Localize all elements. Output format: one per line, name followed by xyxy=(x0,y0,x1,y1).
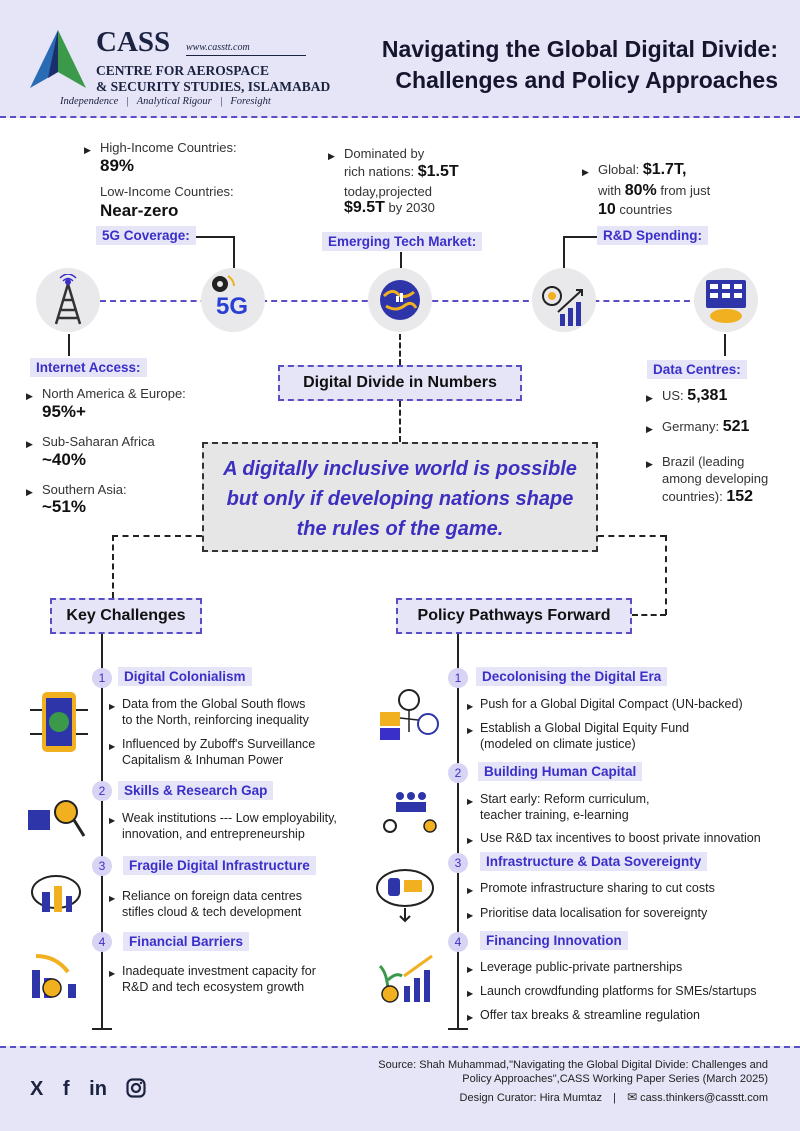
contact-email[interactable]: cass.thinkers@casstt.com xyxy=(640,1092,768,1104)
policy-4-bullet-1: ▶ Leverage public-private partnerships xyxy=(480,959,682,975)
global-network-icon xyxy=(376,684,442,746)
g5-low-income-label: Low-Income Countries: xyxy=(100,184,234,199)
internet-value-1: 95%+ xyxy=(42,402,86,421)
connector xyxy=(196,236,234,238)
dc-row-1: ▶ US: 5,381 xyxy=(662,387,727,404)
policy-number-1: 1 xyxy=(448,668,468,688)
rd-line2: with 80% from just xyxy=(598,182,711,199)
connector xyxy=(563,236,565,268)
g5-high-income-label: ▶ High-Income Countries: xyxy=(100,139,237,156)
instagram-icon[interactable] xyxy=(126,1078,146,1098)
policy-2-bullet-1: ▶ Start early: Reform curriculum, teacher training, e-learning xyxy=(480,791,649,823)
rd-line3: 10 countries xyxy=(598,201,673,218)
financial-decline-icon xyxy=(28,950,84,1002)
challenge-number-2: 2 xyxy=(92,781,112,801)
challenge-title-3: Fragile Digital Infrastructure xyxy=(123,856,316,875)
key-challenges-heading: Key Challenges xyxy=(50,598,202,634)
challenge-title-4: Financial Barriers xyxy=(123,932,249,951)
connector xyxy=(400,252,402,268)
phone-globe-icon xyxy=(28,690,90,754)
data-centres-label: Data Centres: xyxy=(647,360,747,379)
market-line4: $9.5T by 2030 xyxy=(344,199,435,216)
connector xyxy=(598,535,666,537)
digital-divide-numbers-box: Digital Divide in Numbers xyxy=(278,365,522,401)
connector xyxy=(563,236,597,238)
g5-icon: 5G xyxy=(216,293,249,320)
page-title: Navigating the Global Digital Divide: Challenges and Policy Approaches xyxy=(381,36,778,93)
financing-growth-icon xyxy=(374,950,438,1004)
gear-icon xyxy=(208,272,236,296)
data-centre-icon xyxy=(702,276,750,324)
policy-number-3: 3 xyxy=(448,853,468,873)
dc-row-2: ▶ Germany: 521 xyxy=(662,418,749,435)
divider xyxy=(186,55,306,56)
cass-logo-icon xyxy=(28,28,88,90)
policy-4-bullet-2: ▶ Launch crowdfunding platforms for SMEs/startups xyxy=(480,983,757,999)
policy-number-2: 2 xyxy=(448,763,468,783)
policy-3-bullet-1: ▶ Promote infrastructure sharing to cut costs xyxy=(480,880,715,896)
rd-growth-icon xyxy=(538,274,590,328)
dc-row-3c: countries): 152 xyxy=(662,488,754,505)
challenge-number-3: 3 xyxy=(92,856,112,876)
policy-title-4: Financing Innovation xyxy=(480,931,628,950)
policy-pathways-heading: Policy Pathways Forward xyxy=(396,598,632,634)
social-links xyxy=(30,1078,146,1101)
separator: | xyxy=(613,1092,616,1104)
x-icon[interactable]: X xyxy=(30,1078,44,1100)
policy-title-1: Decolonising the Digital Era xyxy=(476,667,667,686)
connector xyxy=(632,614,666,616)
challenge-3-bullet-1: ▶ Reliance on foreign data centres stifles cloud & tech development xyxy=(122,888,302,920)
g5-low-income-value: Near-zero xyxy=(100,201,179,220)
market-line3: today,projected xyxy=(344,184,432,199)
globe-network-icon xyxy=(378,278,422,322)
internet-region-3: ▶ Southern Asia: xyxy=(42,481,127,498)
connector xyxy=(399,334,401,365)
internet-value-3: ~51% xyxy=(42,497,86,516)
timeline-end xyxy=(448,1028,468,1030)
rd-line1: ▶ Global: $1.7T, xyxy=(598,161,686,178)
challenge-title-2: Skills & Research Gap xyxy=(118,781,273,800)
timeline xyxy=(101,634,103,1029)
source-citation: Source: Shah Muhammad,"Navigating the Global Digital Divide: Challenges and Policy Approaches",CASS Working Paper Series (March 2025) xyxy=(378,1059,768,1085)
policy-4-bullet-3: ▶ Offer tax breaks & streamline regulation xyxy=(480,1007,700,1023)
internet-access-label: Internet Access: xyxy=(30,358,147,377)
org-short-name: CASS xyxy=(96,26,171,58)
challenge-2-bullet-1: ▶ Weak institutions --- Low employability, innovation, and entrepreneurship xyxy=(122,810,337,842)
market-line1: ▶ Dominated by xyxy=(344,145,424,162)
challenge-number-4: 4 xyxy=(92,932,112,952)
connector xyxy=(68,334,70,356)
org-motto: Independence | Analytical Rigour | Foresight xyxy=(60,96,271,107)
connector xyxy=(665,535,667,615)
challenge-1-bullet-2: ▶ Influenced by Zuboff's Surveillance Capitalism & Inhuman Power xyxy=(122,736,315,768)
timeline xyxy=(457,634,459,1029)
g5-high-income-value: 89% xyxy=(100,156,135,175)
org-full-name: CENTRE FOR AEROSPACE & SECURITY STUDIES, ISLAMABAD xyxy=(96,63,331,94)
market-line2: rich nations: $1.5T xyxy=(344,163,459,180)
envelope-icon: ✉ xyxy=(626,1090,637,1104)
internet-value-2: ~40% xyxy=(42,450,86,469)
timeline-end xyxy=(92,1028,112,1030)
policy-2-bullet-2: ▶ Use R&D tax incentives to boost private innovation xyxy=(480,830,761,846)
challenge-1-bullet-1: ▶ Data from the Global South flows to the North, reinforcing inequality xyxy=(122,696,309,728)
policy-1-bullet-1: ▶ Push for a Global Digital Compact (UN-backed) xyxy=(480,696,743,712)
org-url[interactable]: www.casstt.com xyxy=(186,42,250,53)
internet-region-1: ▶ North America & Europe: xyxy=(42,385,186,402)
cloud-database-icon xyxy=(374,866,436,924)
cloud-infrastructure-icon xyxy=(28,870,84,918)
market-label: Emerging Tech Market: xyxy=(322,232,482,251)
connector xyxy=(724,334,726,356)
challenge-title-1: Digital Colonialism xyxy=(118,667,252,686)
policy-title-2: Building Human Capital xyxy=(478,762,642,781)
key-message-box: A digitally inclusive world is possible but only if developing nations shape the rules of the game. xyxy=(202,442,598,552)
linkedin-icon[interactable]: in xyxy=(89,1078,107,1100)
policy-title-3: Infrastructure & Data Sovereignty xyxy=(480,852,707,871)
policy-1-bullet-2: ▶ Establish a Global Digital Equity Fund (modeled on climate justice) xyxy=(480,720,689,752)
design-curator: Design Curator: Hira Mumtaz xyxy=(459,1092,602,1104)
signal-tower-icon xyxy=(48,274,88,326)
dc-row-3a: ▶ Brazil (leading xyxy=(662,453,744,470)
policy-number-4: 4 xyxy=(448,932,468,952)
connector xyxy=(112,535,202,537)
credits-line xyxy=(460,1090,768,1104)
facebook-icon[interactable]: f xyxy=(62,1078,70,1100)
rd-label: R&D Spending: xyxy=(597,226,708,245)
connector xyxy=(233,236,235,268)
connector xyxy=(399,401,401,442)
internet-region-2: ▶ Sub-Saharan Africa xyxy=(42,433,155,450)
research-magnifier-icon xyxy=(26,796,86,840)
connector xyxy=(112,535,114,598)
policy-3-bullet-2: ▶ Prioritise data localisation for sovereignty xyxy=(480,905,707,921)
g5-coverage-label: 5G Coverage: xyxy=(96,226,196,245)
challenge-number-1: 1 xyxy=(92,668,112,688)
human-capital-icon xyxy=(382,780,440,836)
challenge-4-bullet-1: ▶ Inadequate investment capacity for R&D and tech ecosystem growth xyxy=(122,963,316,995)
dc-row-3b: among developing xyxy=(662,471,769,486)
